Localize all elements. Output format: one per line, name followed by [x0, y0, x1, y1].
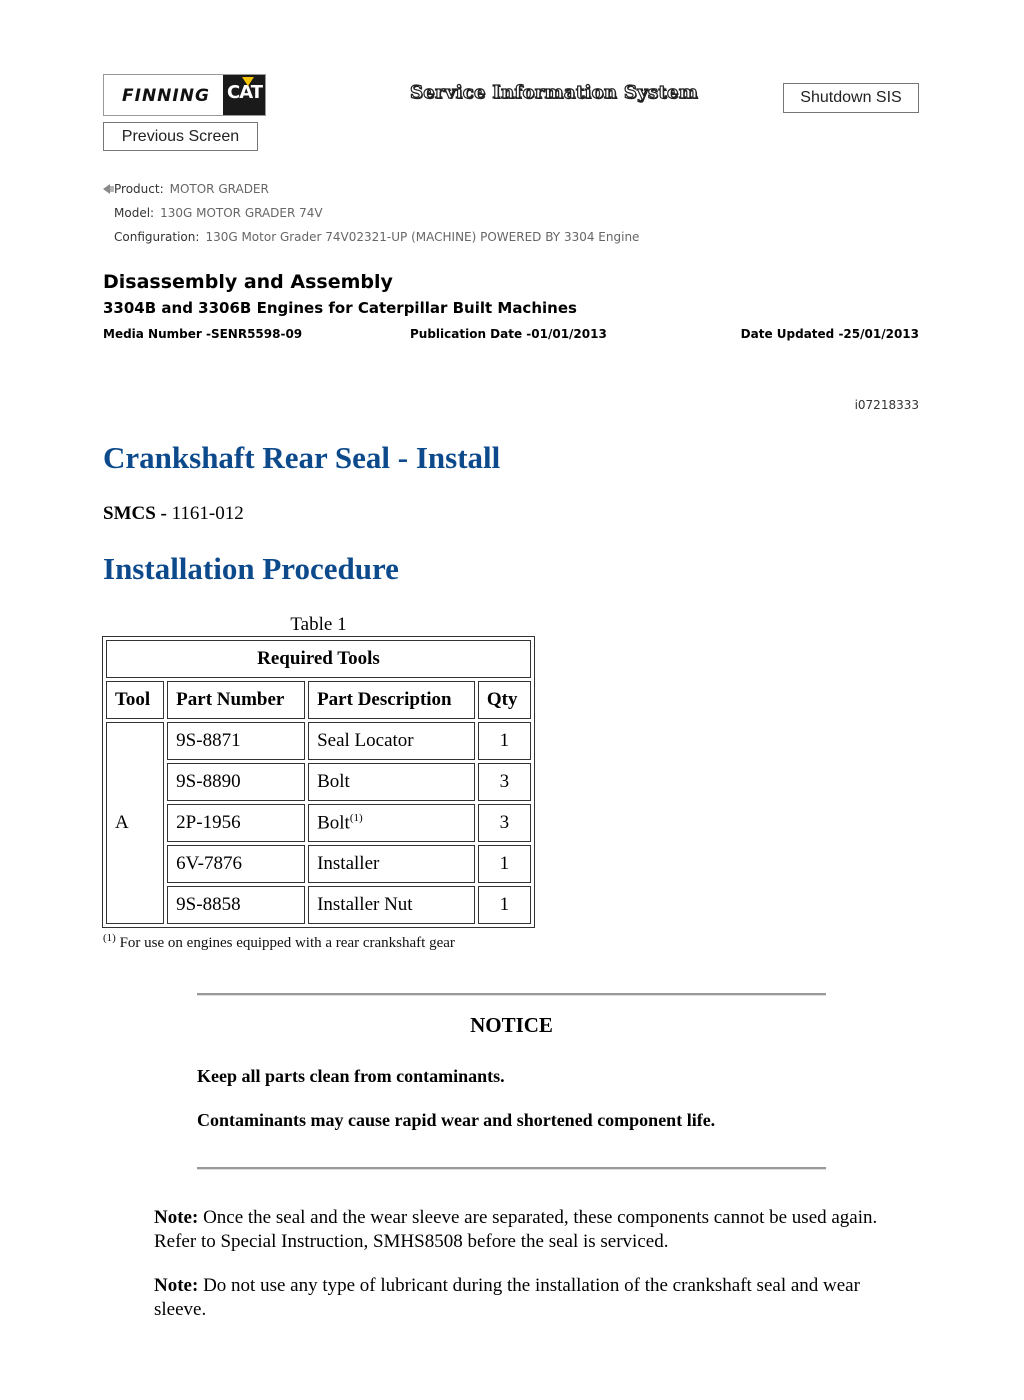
cat-logo — [223, 75, 265, 115]
footnote-reference[interactable]: (1) — [349, 811, 363, 824]
part-description-cell: Bolt — [308, 763, 475, 801]
part-number-cell: 9S-8858 — [167, 886, 305, 924]
configuration-value: 130G Motor Grader 74V02321-UP (MACHINE) POWERED BY 3304 Engine — [205, 230, 640, 244]
part-description-cell: Installer — [308, 845, 475, 883]
column-header-part-description: Part Description — [308, 681, 475, 719]
notice-top-divider — [197, 993, 826, 996]
finning-cat-logo — [103, 74, 266, 116]
qty-cell: 3 — [478, 804, 531, 842]
date-updated: Date Updated -25/01/2013 — [740, 327, 919, 341]
footnote-text: For use on engines equipped with a rear crankshaft gear — [119, 935, 455, 951]
notice-line-2: Contaminants may cause rapid wear and shortened component life. — [197, 1110, 716, 1130]
footnote-mark: (1) — [103, 932, 116, 944]
table-header-row — [106, 681, 531, 719]
table-row — [106, 845, 531, 883]
back-arrow-icon[interactable] — [103, 184, 114, 194]
note-paragraph — [154, 1206, 899, 1254]
cat-logo-text: CAT — [227, 82, 263, 103]
model-value: 130G MOTOR GRADER 74V — [160, 206, 323, 220]
part-number-cell: 9S-8871 — [167, 722, 305, 760]
column-header-qty: Qty — [478, 681, 531, 719]
note-text: Do not use any type of lubricant during the installation of the crankshaft seal and wear sleeve. — [154, 1275, 860, 1320]
product-line — [114, 182, 269, 196]
qty-cell: 1 — [478, 722, 531, 760]
table-title-row — [106, 640, 531, 678]
notice-line-1: Keep all parts clean from contaminants. — [197, 1066, 505, 1086]
previous-screen-button[interactable]: Previous Screen — [103, 122, 258, 151]
document-title: Disassembly and Assembly — [103, 271, 393, 293]
model-line — [114, 206, 323, 220]
part-number-cell: 9S-8890 — [167, 763, 305, 801]
column-header-part-number: Part Number — [167, 681, 305, 719]
table-footnote — [103, 932, 455, 952]
part-number-cell: 6V-7876 — [167, 845, 305, 883]
notice-title: NOTICE — [470, 1013, 553, 1037]
document-id: i07218333 — [854, 398, 919, 412]
configuration-label: Configuration: — [114, 230, 200, 244]
smcs-value: 1161-012 — [171, 503, 244, 524]
tool-cell: A — [106, 722, 164, 924]
notice-bottom-divider — [197, 1167, 826, 1170]
table-title: Required Tools — [106, 640, 531, 678]
note-label: Note: — [154, 1275, 199, 1296]
table-row — [106, 804, 531, 842]
product-label: Product: — [114, 182, 164, 196]
section-heading: Installation Procedure — [103, 551, 399, 586]
finning-logo-text: FINNING — [122, 86, 210, 106]
qty-cell: 1 — [478, 845, 531, 883]
part-number-cell: 2P-1956 — [167, 804, 305, 842]
qty-cell: 3 — [478, 763, 531, 801]
publication-date: Publication Date -01/01/2013 — [410, 327, 607, 341]
note-label: Note: — [154, 1207, 199, 1228]
part-description-cell: Bolt$^{(1)}$ — [308, 804, 475, 842]
media-number: Media Number -SENR5598-09 — [103, 327, 303, 341]
part-description-cell: Installer Nut — [308, 886, 475, 924]
smcs-code — [103, 503, 244, 525]
page-title: Crankshaft Rear Seal - Install — [103, 440, 501, 475]
part-description-cell: Seal Locator — [308, 722, 475, 760]
note-paragraph — [154, 1274, 899, 1322]
table-row — [106, 722, 531, 760]
model-label: Model: — [114, 206, 155, 220]
required-tools-table — [102, 636, 535, 928]
table-row — [106, 886, 531, 924]
qty-cell: 1 — [478, 886, 531, 924]
note-text: Once the seal and the wear sleeve are separated, these components cannot be used again. Refer to Special Instruction, SMHS8508 before the seal is serviced. — [154, 1207, 878, 1252]
smcs-label: SMCS - — [103, 503, 167, 524]
document-subtitle: 3304B and 3306B Engines for Caterpillar Built Machines — [103, 299, 577, 317]
product-value: MOTOR GRADER — [169, 182, 269, 196]
configuration-line — [114, 230, 639, 244]
column-header-tool: Tool — [106, 681, 164, 719]
table-caption: Table 1 — [290, 614, 347, 635]
sis-title: Service Information System — [410, 82, 699, 103]
shutdown-sis-button[interactable]: Shutdown SIS — [783, 83, 919, 113]
table-row — [106, 763, 531, 801]
